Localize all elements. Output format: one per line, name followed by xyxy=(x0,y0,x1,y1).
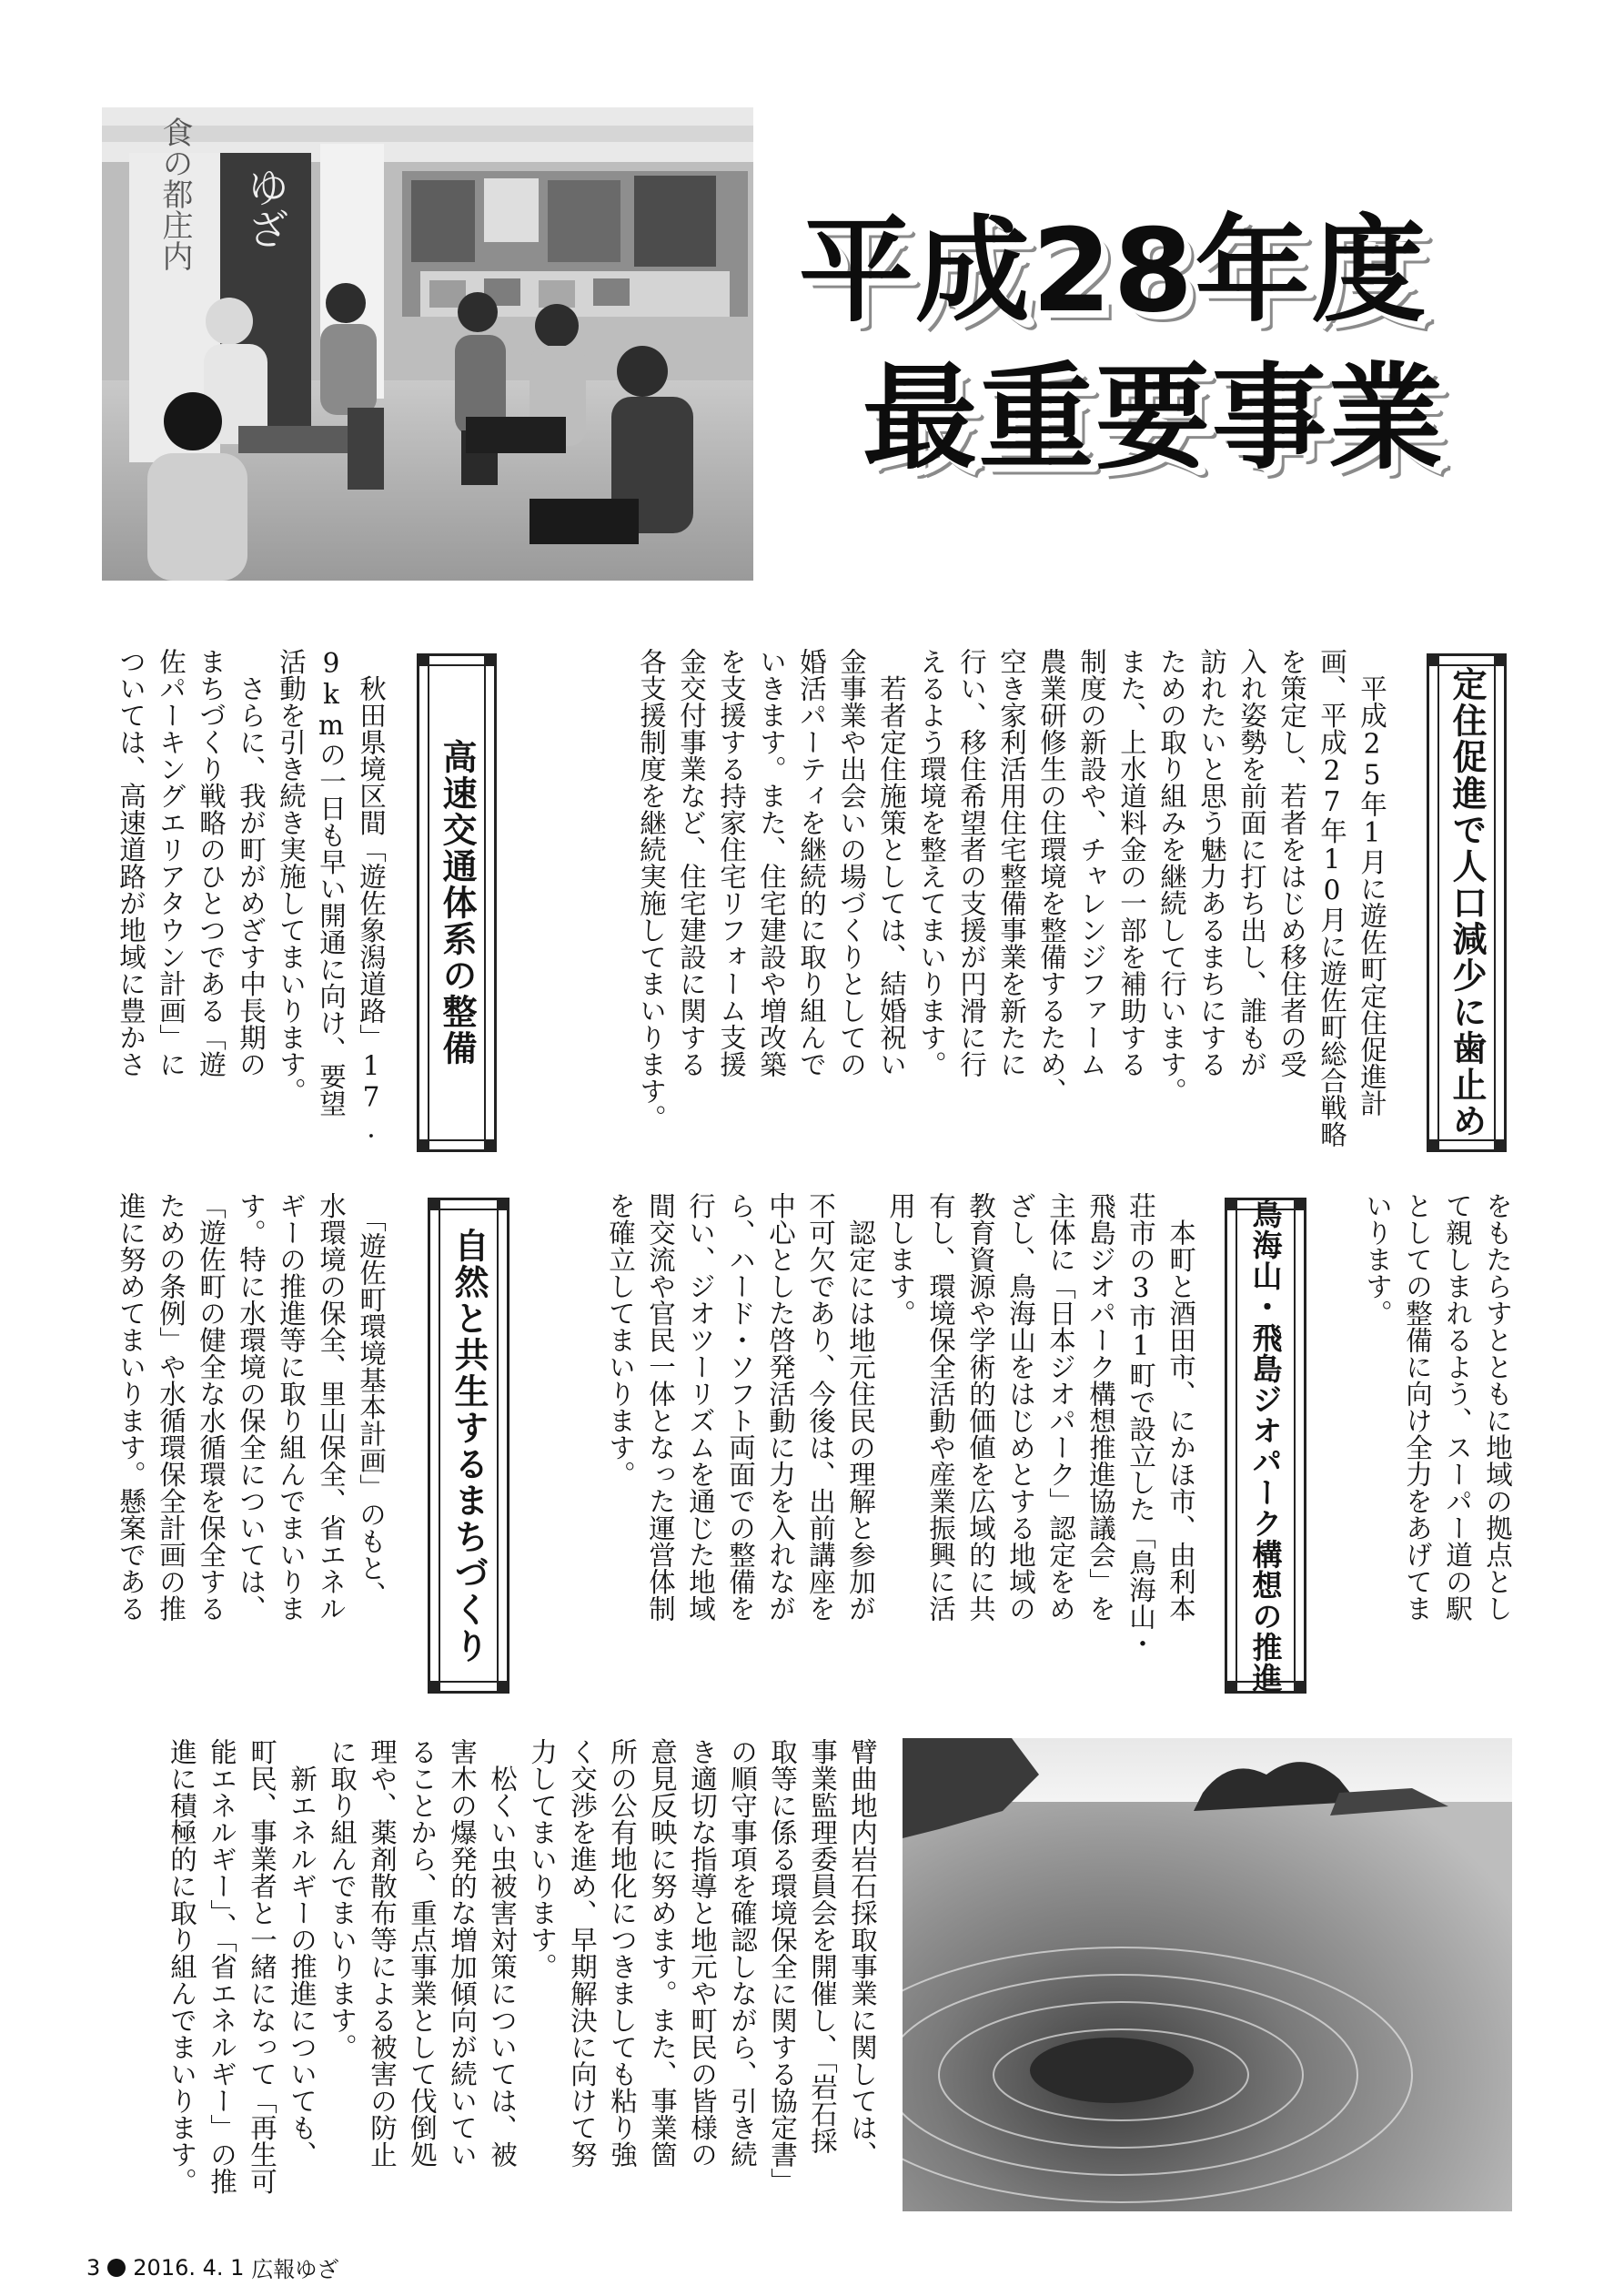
sea-photo-image xyxy=(903,1738,1512,2211)
meeting-photo-image xyxy=(102,107,753,581)
heading-teiju xyxy=(1427,653,1507,1152)
heading-shizen xyxy=(428,1198,509,1694)
kosoku-text: 秋田県境区間「遊佐象潟道路」17. 9kmの一日も早い開通に向け、要望 活動を引き続き実施してまいります。 さらに、我が町がめざす中長期の まちづくり戦略のひとつである「遊 佐パーキングエリアタウン計画」に ついては、高速道路が地域に豊かさ xyxy=(116,648,387,1144)
kosoku-text-cont: をもたらすとともに地域の拠点とし て親しまれるよう、スーパー道の駅 としての整備に向け全力をあげてま いります。 xyxy=(1362,1192,1513,1622)
heading-shizen-label: 自然と共生するまちづくり xyxy=(449,1227,489,1664)
bullet-icon xyxy=(107,2259,126,2277)
geopark-text: 本町と酒田市、にかほ市、由利本 荘市の3市1町で設立した「鳥海山・ 飛島ジオパーク構想推進協議会」を 主体に「日本ジオパーク」認定をめ ざし、鳥海山をはじめとする地域の 教育資源や学術的価値を広域的に共 有し、環境保全活動や産業振興に活 用します。 認定には地元住民の理解と参加が 不可欠であり、今後は、出前講座を 中心とした啓発活動に力を入れなが ら、ハード・ソフト両面での整備を 行い、ジオツーリズムを通じた地域 間交流や官民一体となった運営体制 を確立してまいります。 xyxy=(605,1192,1196,1657)
heading-kosoku xyxy=(417,653,497,1152)
shizen-text: 「遊佐町環境基本計画」のもと、 水環境の保全、里山保全、省エネル ギーの推進等に取り組んでまいりま す。特に水環境の保全については、 「遊佐町の健全な水循環を保全する ための条例」や水循環保全計画の推 進に努めてまいります。懸案である xyxy=(116,1192,387,1622)
page-footer xyxy=(86,2251,338,2283)
sea-photo xyxy=(903,1738,1512,2211)
meeting-photo xyxy=(102,107,753,581)
heading-kosoku-label: 高速交通体系の整備 xyxy=(437,739,477,1067)
heading-geopark-label: 鳥海山・飛島ジオパーク構想の推進 xyxy=(1247,1198,1284,1694)
page-number: 3 xyxy=(86,2254,101,2281)
title-line-1: 平成28年度 xyxy=(799,204,1428,338)
teiju-text: 平成25年1月に遊佐町定住促進計 画、平成27年10月に遊佐町総合戦略 を策定し、若者をはじめ移住者の受 入れ姿勢を前面に打ち出し、誰もが 訪れたいと思う魅力あるまちにする ための取り組みを継続して行います。 また、上水道料金の一部を補助する 制度の新設や、チャレンジファーム 農業研修生の住環境を整備するため、 空き家利活用住宅整備事業を新たに 行い、移住希望者の支援が円滑に行 えるよう環境を整えてまいります。 若者定住施策としては、結婚祝い 金事業や出会いの場づくりとしての 婚活パーティを継続的に取り組んで いきます。また、住宅建設や増改築 を支援する持家住宅リフォーム支援 金交付事業など、住宅建設に関する 各支援制度を継続実施してまいります。 xyxy=(636,648,1387,1148)
publication-name: 広報ゆざ xyxy=(251,2257,339,2282)
shizen-text-cont: 臂曲地内岩石採取事業に関しては、 事業監理委員会を開催し、「岩石採 取等に係る環境保全に関する協定書」 の順守事項を確認しながら、引き続 き適切な指導と地元や町民の皆様の 意見反映に努めます。また、事業箇 所の公有地化につきましても粘り強 く交渉を進め、早期解決に向けて努 力してまいります。 松くい虫被害対策については、被 害木の爆発的な増加傾向が続いてい ることから、重点事業として伐倒処 理や、薬剤散布等による被害の防止 に取り組んでまいります。 新エネルギーの推進についても、 町民、事業者と一緒になって「再生可 能エネルギー」、「省エネルギー」の推 進に積極的に取り組んでまいります。 xyxy=(166,1738,878,2195)
heading-geopark xyxy=(1225,1198,1306,1694)
banner-text-1: 食の都庄内 xyxy=(156,116,193,271)
issue-date: 2016. 4. 1 xyxy=(133,2254,245,2281)
title-line-2: 最重要事業 xyxy=(862,351,1445,485)
heading-teiju-label: 定住促進で人口減少に歯止め xyxy=(1447,666,1487,1139)
banner-text-2: ゆざ xyxy=(241,166,290,249)
